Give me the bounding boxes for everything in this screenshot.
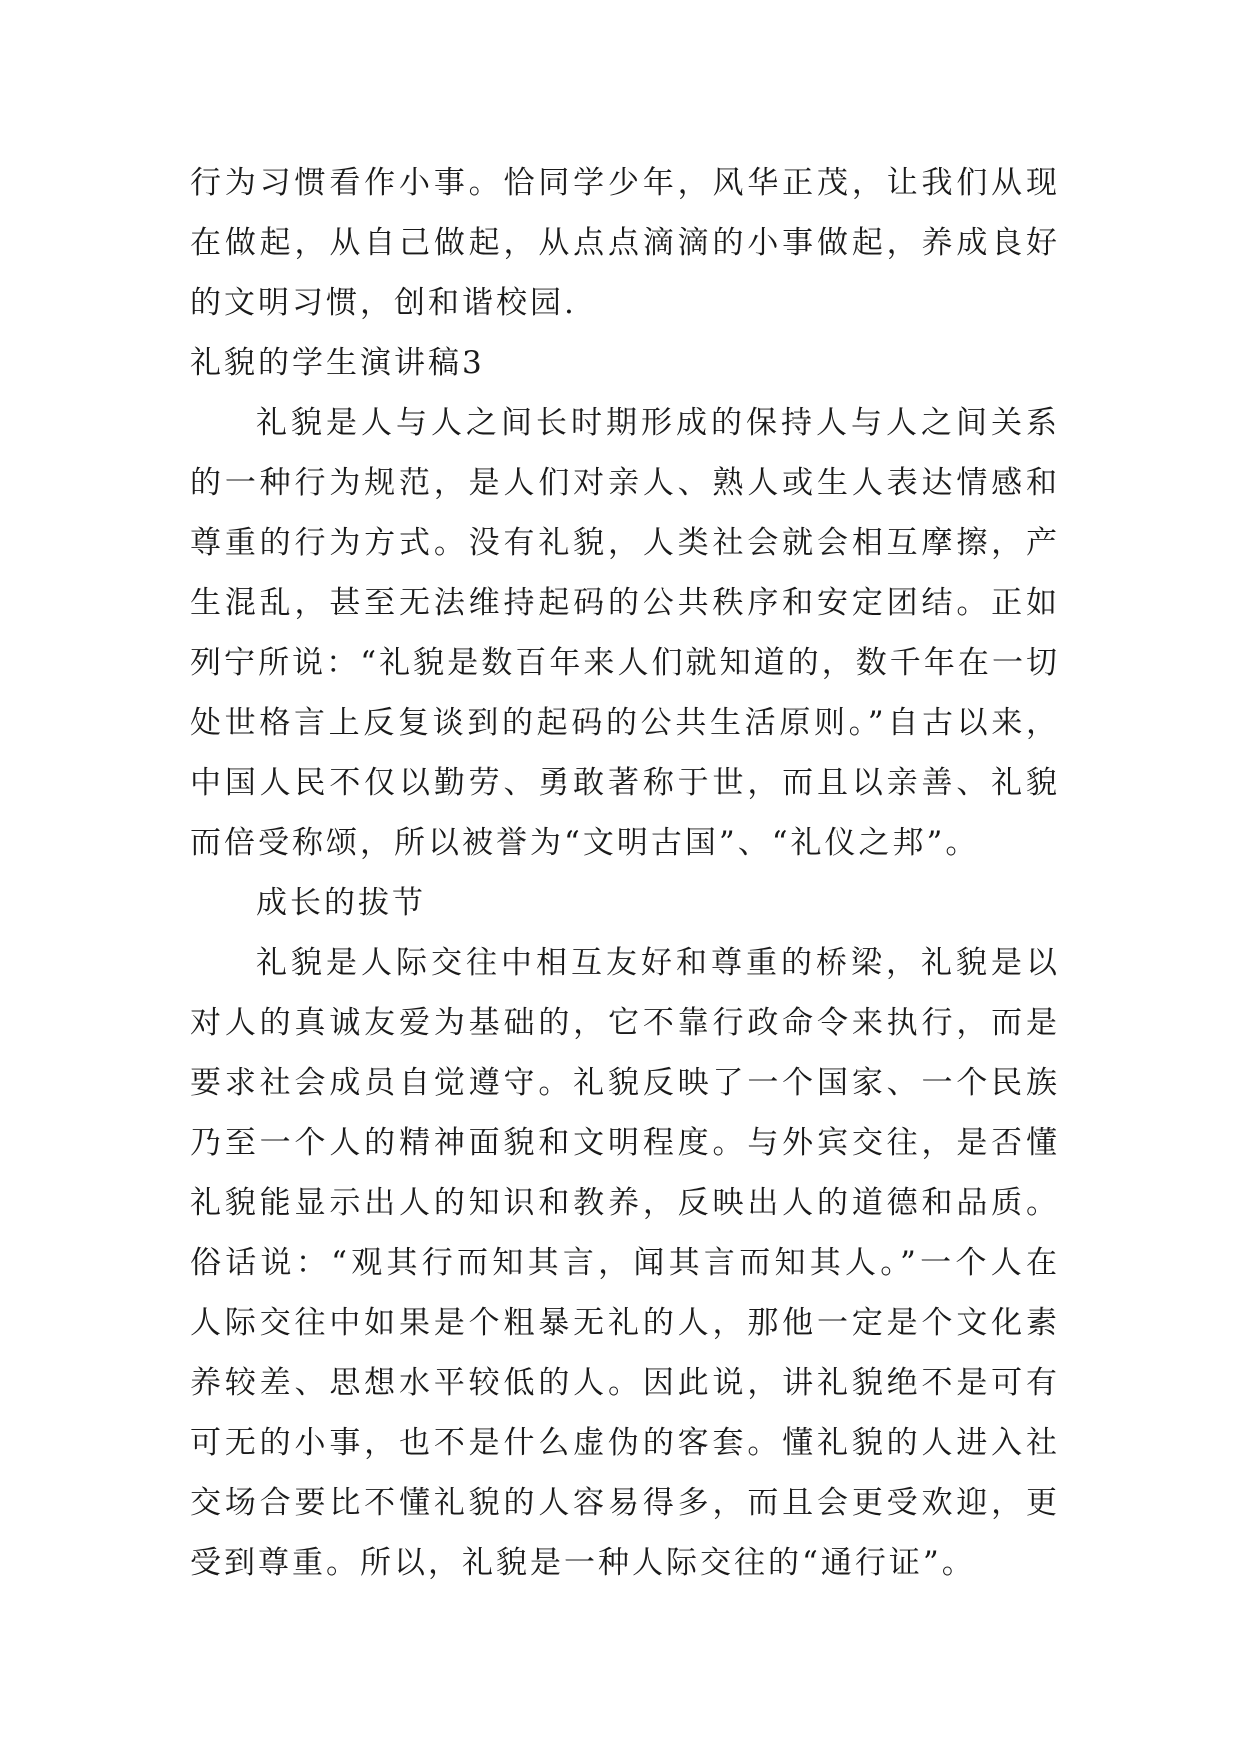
paragraph-subtitle: 成长的拔节 (256, 885, 426, 921)
paragraph-intro: 礼貌是人与人之间长时期形成的保持人与人之间关系的一种行为规范，是人们对亲人、熟人或生人表达情感和尊重的行为方式。没有礼貌，人类社会就会相互摩擦，产生混乱，甚至无法维持起码的公共秩序和安定团结。正如列宁所说：“礼貌是数百年来人们就知道的，数千年在一切处世格言上反复谈到的起码的公共生活原则。”自古以来，中国人民不仅以勤劳、勇敢著称于世，而且以亲善、礼貌而倍受称颂，所以被誉为“文明古国”、“礼仪之邦”。 (190, 405, 1060, 861)
document-page (190, 153, 1060, 1593)
paragraph-continuation: 行为习惯看作小事。恰同学少年，风华正茂，让我们从现在做起，从自己做起，从点点滴滴的小事做起，养成良好的文明习惯，创和谐校园. (190, 165, 1060, 321)
section-title: 礼貌的学生演讲稿3 (190, 345, 485, 381)
paragraph-body: 礼貌是人际交往中相互友好和尊重的桥梁，礼貌是以对人的真诚友爱为基础的，它不靠行政命令来执行，而是要求社会成员自觉遵守。礼貌反映了一个国家、一个民族乃至一个人的精神面貌和文明程度。与外宾交往，是否懂礼貌能显示出人的知识和教养，反映出人的道德和品质。俗话说：“观其行而知其言，闻其言而知其人。”一个人在人际交往中如果是个粗暴无礼的人，那他一定是个文化素养较差、思想水平较低的人。因此说，讲礼貌绝不是可有可无的小事，也不是什么虚伪的客套。懂礼貌的人进入社交场合要比不懂礼貌的人容易得多，而且会更受欢迎，更受到尊重。所以，礼貌是一种人际交往的“通行证”。 (190, 945, 1060, 1581)
